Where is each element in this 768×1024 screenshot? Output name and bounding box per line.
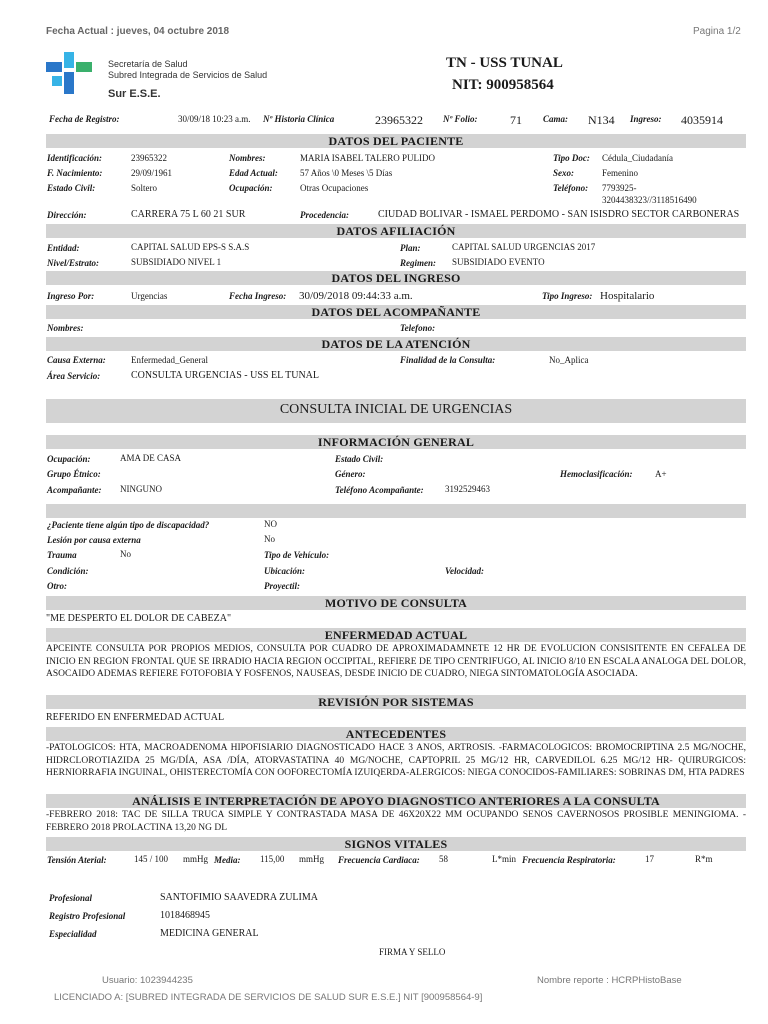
historia-label: Nº Historia Clínica xyxy=(263,114,335,124)
vehiculo-label: Tipo de Vehículo: xyxy=(264,550,330,560)
registro-prof-value: 1018468945 xyxy=(160,910,210,921)
velocidad-label: Velocidad: xyxy=(445,566,484,576)
direccion-value: CARRERA 75 L 60 21 SUR xyxy=(131,209,246,220)
trauma-value: No xyxy=(120,549,131,559)
logo-icon xyxy=(46,48,106,103)
ig-acompanante-label: Acompañante: xyxy=(47,485,102,495)
media-value: 115,00 xyxy=(260,854,285,864)
especialidad-label: Especialidad xyxy=(49,929,97,939)
ingreso-label: Ingreso: xyxy=(630,114,662,124)
estado-civil-value: Soltero xyxy=(131,183,157,193)
sexo-value: Femenino xyxy=(602,168,638,178)
lesion-value: No xyxy=(264,534,275,544)
section-analisis-title: ANÁLISIS E INTERPRETACIÓN DE APOYO DIAGNOSTICO ANTERIORES A LA CONSULTA xyxy=(132,794,660,808)
registro-prof-label: Registro Profesional xyxy=(49,911,126,921)
ocupacion-label: Ocupación: xyxy=(229,183,273,193)
media-unit: mmHg xyxy=(299,854,325,864)
section-enfermedad-title: ENFERMEDAD ACTUAL xyxy=(324,628,468,642)
regimen-value: SUBSIDIADO EVENTO xyxy=(452,257,545,267)
ig-ocupacion-label: Ocupación: xyxy=(47,454,91,464)
antecedentes-text: -PATOLOGICOS: HTA, MACROADENOMA HIPOFISIARIO DIAGNOSTICADO HACE 3 ANOS, ARTROSIS. -FARMACOLOGICOS: BROMOCRIPTINA 2.5 MG/NOCHE, HIDRCLOROTIAZIDA 25 MG/DÍA, ASA /DÍA, ATORVASTATINA 40 MG/NOCHE, CAPTOPRIL 25 MG/12 HR, CARVEDILOL 6.25 MG/12 HR- QUIRURGICOS: HERNIORRAFIA INGUINAL, OHISTERECTOMÍA CON OOFORECTOMÍA IZUIQERDA-ALERGICOS: NIEGA CONOCIDOS-FAMILIARES: SOBRINAS DM, HTA PADRES xyxy=(46,743,746,778)
ig-estado-civil-label: Estado Civil: xyxy=(335,454,384,464)
fecha-ingreso-value: 30/09/2018 09:44:33 a.m. xyxy=(299,290,413,302)
footer-reporte: Nombre reporte : HCRPHistoBase xyxy=(537,975,682,986)
fecha-actual: Fecha Actual : jueves, 04 octubre 2018 xyxy=(46,26,230,37)
acomp-nombres-label: Nombres: xyxy=(47,323,84,333)
section-afiliacion-title: DATOS AFILIACIÓN xyxy=(336,224,456,238)
tipo-doc-label: Tipo Doc: xyxy=(553,153,590,163)
cama-label: Cama: xyxy=(543,114,569,124)
tension-label: Tensión Aterial: xyxy=(47,855,107,865)
tipo-ingreso-value: Hospitalario xyxy=(600,290,655,302)
ig-ocupacion-value: AMA DE CASA xyxy=(120,453,182,463)
logo-line-2: Subred Integrada de Servicios de Salud xyxy=(108,70,268,80)
logo-line-1: Secretaría de Salud xyxy=(108,59,188,69)
institution-name: TN - USS TUNAL xyxy=(446,55,563,71)
folio-value: 71 xyxy=(510,113,522,127)
lesion-label: Lesión por causa externa xyxy=(47,535,141,545)
ingreso-por-label: Ingreso Por: xyxy=(47,291,95,301)
edad-label: Edad Actual: xyxy=(229,168,278,178)
tension-value: 145 / 100 xyxy=(134,854,169,864)
section-atencion-title: DATOS DE LA ATENCIÓN xyxy=(321,337,471,351)
fc-label: Frecuencia Cardiaca: xyxy=(338,855,420,865)
page-number: Pagina 1/2 xyxy=(693,26,741,37)
especialidad-value: MEDICINA GENERAL xyxy=(160,928,259,939)
historia-value: 23965322 xyxy=(375,113,423,127)
acomp-telefono-label: Telefono: xyxy=(400,323,436,333)
plan-label: Plan: xyxy=(400,243,421,253)
fecha-ingreso-label: Fecha Ingreso: xyxy=(229,291,287,301)
nombres-label: Nombres: xyxy=(229,153,266,163)
tipo-ingreso-label: Tipo Ingreso: xyxy=(542,291,593,301)
logo-line-3: Sur E.S.E. xyxy=(108,88,161,100)
ig-genero-label: Género: xyxy=(335,469,366,479)
fr-value: 17 xyxy=(645,854,654,864)
tension-unit: mmHg xyxy=(183,854,209,864)
causa-label: Causa Externa: xyxy=(47,355,106,365)
procedencia-label: Procedencia: xyxy=(300,210,349,220)
proyectil-label: Proyectil: xyxy=(264,581,300,591)
plan-value: CAPITAL SALUD URGENCIAS 2017 xyxy=(452,242,596,252)
area-value: CONSULTA URGENCIAS - USS EL TUNAL xyxy=(131,370,320,381)
consulta-title: CONSULTA INICIAL DE URGENCIAS xyxy=(279,402,513,417)
finalidad-label: Finalidad de la Consulta: xyxy=(400,355,496,365)
direccion-label: Dirección: xyxy=(47,210,87,220)
revision-text: REFERIDO EN ENFERMEDAD ACTUAL xyxy=(46,712,225,723)
institution-nit: NIT: 900958564 xyxy=(452,77,554,93)
section-acompanante-title: DATOS DEL ACOMPAÑANTE xyxy=(311,305,481,319)
motivo-text: "ME DESPERTO EL DOLOR DE CABEZA" xyxy=(46,613,232,624)
discapacidad-label: ¿Paciente tiene algún tipo de discapacidad? xyxy=(47,520,210,530)
section-ingreso-title: DATOS DEL INGRESO xyxy=(331,271,461,285)
ubicacion-label: Ubicación: xyxy=(264,566,305,576)
nacimiento-value: 29/09/1961 xyxy=(131,168,173,178)
procedencia-value: CIUDAD BOLIVAR - ISMAEL PERDOMO - SAN ISISDRO SECTOR CARBONERAS xyxy=(378,209,740,220)
profesional-label: Profesional xyxy=(49,893,93,903)
nacimiento-label: F. Nacimiento: xyxy=(47,168,103,178)
section-revision-title: REVISIÓN POR SISTEMAS xyxy=(318,695,474,709)
section-paciente-title: DATOS DEL PACIENTE xyxy=(328,134,464,148)
sexo-label: Sexo: xyxy=(553,168,574,178)
firma-y-sello: FIRMA Y SELLO xyxy=(379,947,446,957)
section-antecedentes-title: ANTECEDENTES xyxy=(345,727,447,741)
footer-usuario: Usuario: 1023944235 xyxy=(102,975,193,986)
section-info-general-title: INFORMACIÓN GENERAL xyxy=(317,435,475,449)
fr-unit: R*m xyxy=(695,854,713,864)
causa-value: Enfermedad_General xyxy=(131,355,208,365)
telefono-label: Teléfono: xyxy=(553,183,589,193)
edad-value: 57 Años \0 Meses \5 Días xyxy=(300,168,393,178)
fc-unit: L*min xyxy=(492,854,516,864)
profesional-value: SANTOFIMIO SAAVEDRA ZULIMA xyxy=(160,892,318,903)
ig-hemo-value: A+ xyxy=(655,469,667,479)
ig-tel-acomp-label: Teléfono Acompañante: xyxy=(335,485,424,495)
regimen-label: Regimen: xyxy=(400,258,436,268)
folio-label: Nº Folio: xyxy=(443,114,478,124)
identificacion-label: Identificación: xyxy=(47,153,102,163)
ig-acompanante-value: NINGUNO xyxy=(120,484,162,494)
fr-label: Frecuencia Respiratoria: xyxy=(522,855,616,865)
media-label: Media: xyxy=(214,855,241,865)
ingreso-por-value: Urgencias xyxy=(131,291,168,301)
ig-grupo-label: Grupo Étnico: xyxy=(47,469,101,479)
telefono-value-2: 3204438323//3118516490 xyxy=(602,195,697,205)
nombres-value: MARIA ISABEL TALERO PULIDO xyxy=(300,153,436,163)
ingreso-value: 4035914 xyxy=(681,113,723,127)
area-label: Área Servicio: xyxy=(47,371,101,381)
entidad-label: Entidad: xyxy=(47,243,80,253)
ig-hemo-label: Hemoclasificación: xyxy=(560,469,633,479)
footer-licencia: LICENCIADO A: [SUBRED INTEGRADA DE SERVICIOS DE SALUD SUR E.S.E.] NIT [900958564-9] xyxy=(54,992,483,1003)
entidad-value: CAPITAL SALUD EPS-S S.A.S xyxy=(131,242,250,252)
fecha-registro: 30/09/18 10:23 a.m. xyxy=(178,114,251,124)
fc-value: 58 xyxy=(439,854,448,864)
estado-civil-label: Estado Civil: xyxy=(47,183,96,193)
ig-tel-acomp-value: 3192529463 xyxy=(445,484,490,494)
identificacion-value: 23965322 xyxy=(131,153,167,163)
discapacidad-value: NO xyxy=(264,519,277,529)
trauma-label: Trauma xyxy=(47,550,77,560)
analisis-text: -FEBRERO 2018: TAC DE SILLA TRUCA SIMPLE Y CONTRASTADA MASA DE 46X20X22 MM OCUPANDO SENOS CAVERNOSOS PROSIBLE MENINGIOMA. -FEBRERO 2018 PROLACTINA 13,20 NG DL xyxy=(46,810,746,833)
nivel-label: Nivel/Estrato: xyxy=(47,258,99,268)
nivel-value: SUBSIDIADO NIVEL 1 xyxy=(131,257,222,267)
otro-label: Otro: xyxy=(47,581,67,591)
section-bar xyxy=(46,504,746,518)
enfermedad-text: APCEINTE CONSULTA POR PROPIOS MEDIOS, CONSULTA POR CUADRO DE APROXIMADAMNETE 12 HR DE EVOLUCION CONSISITENTE EN CEFALEA DE INICIO EN REGION FRONTAL QUE SE IRRADIO HACIA REGION OCCIPITAL, REFIERE DE TIPO CENTRIFUGO, AL INICIO 8/10 EN ESCALA ANALOGA DEL DOLOR, ASOCAIDO ADEMAS REFIERE FOTOFOBIA Y FOSFENOS, NAUSEAS, DESDE INICIO DE CUADRO, NIEGA SINTOMATOLOGÍA ASOCIADA. xyxy=(46,644,746,679)
tipo-doc-value: Cédula_Ciudadanía xyxy=(602,153,673,163)
condicion-label: Condición: xyxy=(47,566,89,576)
cama-value: N134 xyxy=(588,113,615,127)
section-motivo-title: MOTIVO DE CONSULTA xyxy=(324,596,468,610)
section-signos-title: SIGNOS VITALES xyxy=(344,837,448,851)
finalidad-value: No_Aplica xyxy=(549,355,589,365)
ocupacion-value: Otras Ocupaciones xyxy=(300,183,369,193)
telefono-value-1: 7793925- xyxy=(602,183,637,193)
fecha-registro-label: Fecha de Registro: xyxy=(49,114,120,124)
